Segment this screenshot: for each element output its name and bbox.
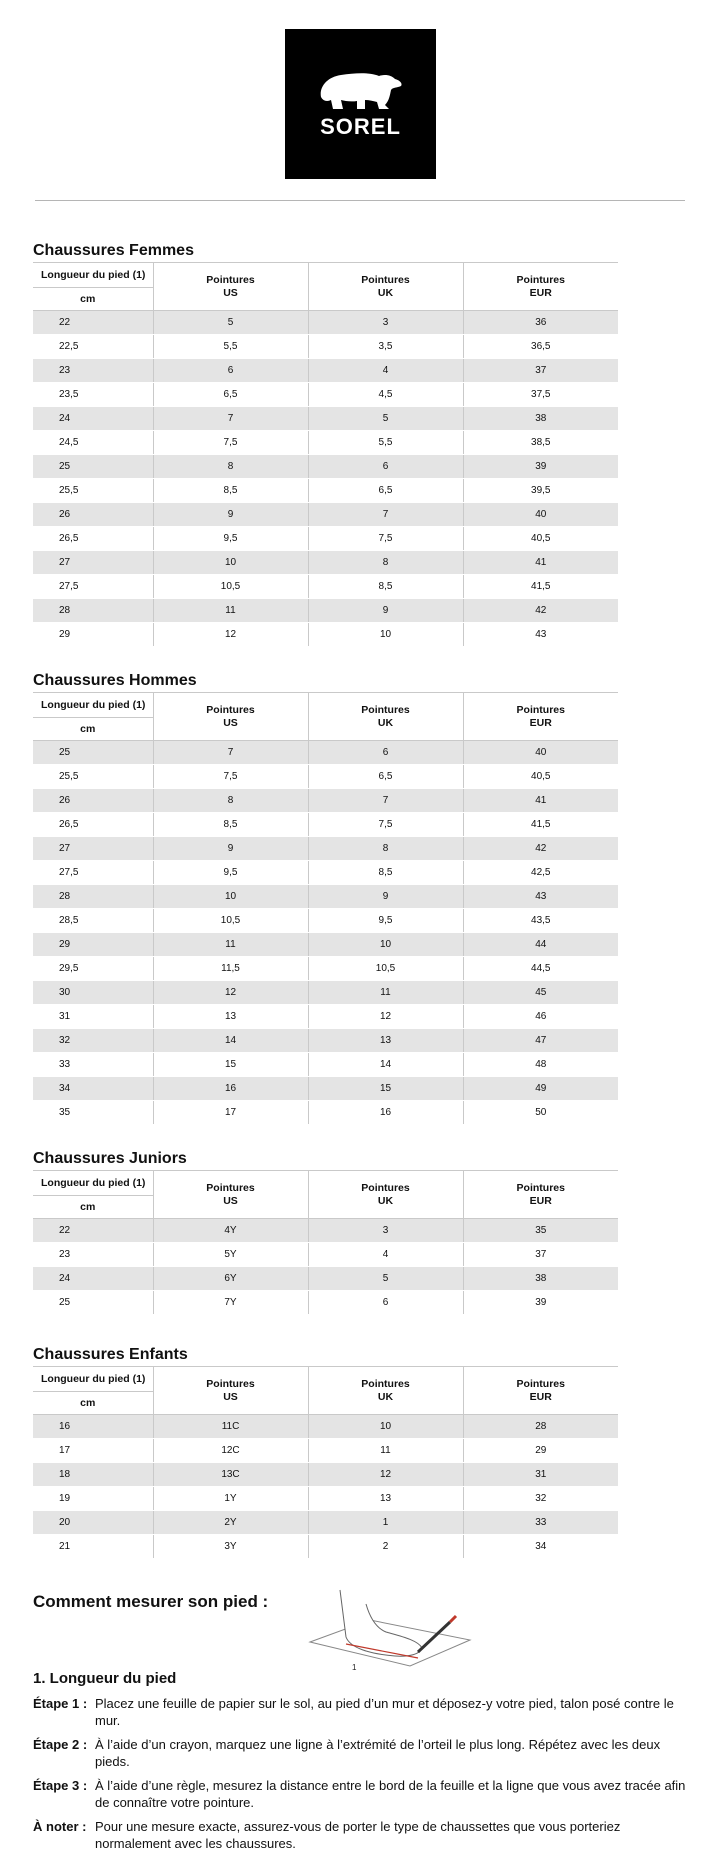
eur-size-cell: 43,5 — [463, 909, 618, 933]
length-cell: 31 — [33, 1005, 153, 1029]
us-size-cell: 11,5 — [153, 957, 308, 981]
length-cell: 22,5 — [33, 335, 153, 359]
us-size-cell: 7 — [153, 741, 308, 765]
table-row — [33, 599, 618, 623]
eur-size-cell: 37,5 — [463, 383, 618, 407]
length-cell: 27,5 — [33, 575, 153, 599]
us-size-cell: 10 — [153, 885, 308, 909]
us-size-cell: 6,5 — [153, 383, 308, 407]
eur-size-cell: 41,5 — [463, 575, 618, 599]
foot-measure-illustration — [300, 1582, 480, 1672]
length-cell: 26,5 — [33, 813, 153, 837]
eur-size-cell: 45 — [463, 981, 618, 1005]
uk-header: Pointures UK — [308, 263, 463, 311]
uk-size-cell: 7 — [308, 503, 463, 527]
table-row — [33, 1029, 618, 1053]
eur-size-cell: 32 — [463, 1487, 618, 1511]
uk-size-cell: 10 — [308, 623, 463, 647]
eur-size-cell: 41,5 — [463, 813, 618, 837]
eur-size-cell: 35 — [463, 1219, 618, 1243]
table-row — [33, 1243, 618, 1267]
eur-size-cell: 40,5 — [463, 527, 618, 551]
eur-size-cell: 33 — [463, 1511, 618, 1535]
table-row — [33, 455, 618, 479]
table-row — [33, 813, 618, 837]
table-row — [33, 933, 618, 957]
table-row — [33, 1487, 618, 1511]
table-row — [33, 575, 618, 599]
us-header: Pointures US — [153, 1367, 308, 1415]
us-size-cell: 6 — [153, 359, 308, 383]
eur-size-cell: 47 — [463, 1029, 618, 1053]
eur-size-cell: 34 — [463, 1535, 618, 1559]
uk-size-cell: 16 — [308, 1101, 463, 1125]
table-row — [33, 765, 618, 789]
figure-label: 1 — [352, 1663, 357, 1672]
uk-size-cell: 12 — [308, 1005, 463, 1029]
length-header-label: Longueur du pied (1) — [33, 1171, 153, 1196]
table-row — [33, 885, 618, 909]
uk-size-cell: 3 — [308, 1219, 463, 1243]
us-size-cell: 6Y — [153, 1267, 308, 1291]
us-size-cell: 8,5 — [153, 813, 308, 837]
eur-size-cell: 44,5 — [463, 957, 618, 981]
table-row — [33, 1463, 618, 1487]
uk-size-cell: 6,5 — [308, 479, 463, 503]
length-cell: 25 — [33, 455, 153, 479]
uk-size-cell: 13 — [308, 1487, 463, 1511]
uk-size-cell: 3,5 — [308, 335, 463, 359]
eur-header: Pointures EUR — [463, 1171, 618, 1219]
table-row — [33, 1535, 618, 1559]
length-cell: 19 — [33, 1487, 153, 1511]
length-cell: 20 — [33, 1511, 153, 1535]
us-size-cell: 7 — [153, 407, 308, 431]
section-title: Chaussures Hommes — [33, 672, 197, 689]
eur-size-cell: 43 — [463, 885, 618, 909]
step-3 — [33, 1777, 693, 1811]
uk-size-cell: 6,5 — [308, 765, 463, 789]
length-cell: 26 — [33, 503, 153, 527]
table-row — [33, 407, 618, 431]
table-row — [33, 359, 618, 383]
length-cell: 29 — [33, 933, 153, 957]
us-size-cell: 13 — [153, 1005, 308, 1029]
eur-size-cell: 46 — [463, 1005, 618, 1029]
us-size-cell: 7Y — [153, 1291, 308, 1315]
note-text: Pour une mesure exacte, assurez-vous de porter le type de chaussettes que vous porteriez normalement avec les chaussures. — [95, 1819, 621, 1851]
kids-size-section — [33, 1344, 618, 1559]
length-cell: 24,5 — [33, 431, 153, 455]
length-cell: 24 — [33, 1267, 153, 1291]
us-size-cell: 10 — [153, 551, 308, 575]
us-size-cell: 5,5 — [153, 335, 308, 359]
uk-header: Pointures UK — [308, 693, 463, 741]
section-title: Chaussures Enfants — [33, 1346, 188, 1363]
table-row — [33, 335, 618, 359]
uk-size-cell: 4 — [308, 1243, 463, 1267]
eur-size-cell: 42 — [463, 599, 618, 623]
eur-size-cell: 38,5 — [463, 431, 618, 455]
uk-size-cell: 11 — [308, 981, 463, 1005]
eur-size-cell: 38 — [463, 407, 618, 431]
us-size-cell: 14 — [153, 1029, 308, 1053]
length-cell: 18 — [33, 1463, 153, 1487]
us-size-cell: 10,5 — [153, 909, 308, 933]
us-size-cell: 11 — [153, 599, 308, 623]
uk-header: Pointures UK — [308, 1171, 463, 1219]
note — [33, 1818, 693, 1852]
eur-size-cell: 39 — [463, 1291, 618, 1315]
step-text: À l’aide d’une règle, mesurez la distance entre le bord de la feuille et la ligne que vous avez tracée afin de connaître votre pointure. — [95, 1778, 686, 1810]
length-header — [33, 693, 153, 741]
length-cell: 16 — [33, 1415, 153, 1439]
step-1 — [33, 1695, 693, 1729]
us-size-cell: 11C — [153, 1415, 308, 1439]
table-row — [33, 431, 618, 455]
uk-size-cell: 15 — [308, 1077, 463, 1101]
sorel-logo — [285, 29, 436, 179]
kids-size-table — [33, 1366, 618, 1559]
length-cell: 21 — [33, 1535, 153, 1559]
table-row — [33, 1219, 618, 1243]
uk-size-cell: 7,5 — [308, 527, 463, 551]
us-size-cell: 16 — [153, 1077, 308, 1101]
table-row — [33, 1053, 618, 1077]
length-cell: 34 — [33, 1077, 153, 1101]
eur-size-cell: 37 — [463, 359, 618, 383]
eur-header: Pointures EUR — [463, 263, 618, 311]
uk-size-cell: 10,5 — [308, 957, 463, 981]
uk-size-cell: 9,5 — [308, 909, 463, 933]
table-row — [33, 1291, 618, 1315]
uk-size-cell: 6 — [308, 455, 463, 479]
uk-size-cell: 7 — [308, 789, 463, 813]
length-header-label: Longueur du pied (1) — [33, 1367, 153, 1392]
length-cell: 27 — [33, 551, 153, 575]
length-cell: 26,5 — [33, 527, 153, 551]
us-header: Pointures US — [153, 693, 308, 741]
eur-size-cell: 43 — [463, 623, 618, 647]
eur-size-cell: 40 — [463, 503, 618, 527]
length-cell: 33 — [33, 1053, 153, 1077]
length-cell: 22 — [33, 1219, 153, 1243]
table-row — [33, 741, 618, 765]
us-size-cell: 12C — [153, 1439, 308, 1463]
eur-size-cell: 41 — [463, 789, 618, 813]
us-size-cell: 13C — [153, 1463, 308, 1487]
eur-size-cell: 39,5 — [463, 479, 618, 503]
eur-size-cell: 31 — [463, 1463, 618, 1487]
us-header: Pointures US — [153, 263, 308, 311]
uk-header: Pointures UK — [308, 1367, 463, 1415]
step-label: Étape 2 : — [33, 1737, 88, 1752]
table-row — [33, 503, 618, 527]
length-cell: 23,5 — [33, 383, 153, 407]
us-size-cell: 2Y — [153, 1511, 308, 1535]
table-row — [33, 1077, 618, 1101]
table-row — [33, 479, 618, 503]
length-cell: 27,5 — [33, 861, 153, 885]
us-size-cell: 5Y — [153, 1243, 308, 1267]
table-row — [33, 861, 618, 885]
step-text: Placez une feuille de papier sur le sol, au pied d’un mur et déposez-y votre pied, talon posé contre le mur. — [95, 1696, 674, 1728]
length-cell: 26 — [33, 789, 153, 813]
table-row — [33, 527, 618, 551]
table-row — [33, 383, 618, 407]
us-size-cell: 4Y — [153, 1219, 308, 1243]
table-row — [33, 837, 618, 861]
eur-size-cell: 40,5 — [463, 765, 618, 789]
uk-size-cell: 9 — [308, 885, 463, 909]
uk-size-cell: 6 — [308, 1291, 463, 1315]
length-header-label: Longueur du pied (1) — [33, 263, 153, 288]
table-row — [33, 981, 618, 1005]
table-row — [33, 789, 618, 813]
us-size-cell: 10,5 — [153, 575, 308, 599]
table-row — [33, 1005, 618, 1029]
us-size-cell: 9,5 — [153, 527, 308, 551]
length-cell: 25 — [33, 1291, 153, 1315]
length-cell: 28 — [33, 599, 153, 623]
eur-size-cell: 42 — [463, 837, 618, 861]
length-subtitle: 1. Longueur du pied — [33, 1670, 177, 1687]
juniors-size-section — [33, 1148, 618, 1315]
uk-size-cell: 13 — [308, 1029, 463, 1053]
us-size-cell: 9,5 — [153, 861, 308, 885]
eur-size-cell: 36 — [463, 311, 618, 335]
us-size-cell: 12 — [153, 981, 308, 1005]
us-size-cell: 7,5 — [153, 765, 308, 789]
table-row — [33, 1439, 618, 1463]
length-cell: 23 — [33, 1243, 153, 1267]
uk-size-cell: 5 — [308, 407, 463, 431]
uk-size-cell: 1 — [308, 1511, 463, 1535]
uk-size-cell: 6 — [308, 741, 463, 765]
eur-size-cell: 49 — [463, 1077, 618, 1101]
us-size-cell: 8,5 — [153, 479, 308, 503]
polar-bear-icon — [315, 67, 407, 113]
step-label: Étape 1 : — [33, 1696, 88, 1711]
eur-size-cell: 42,5 — [463, 861, 618, 885]
juniors-size-table — [33, 1170, 618, 1315]
us-size-cell: 11 — [153, 933, 308, 957]
women-size-table — [33, 262, 618, 647]
length-header — [33, 263, 153, 311]
step-2 — [33, 1736, 693, 1770]
eur-header: Pointures EUR — [463, 693, 618, 741]
us-size-cell: 15 — [153, 1053, 308, 1077]
uk-size-cell: 8,5 — [308, 575, 463, 599]
measure-guide-title: Comment mesurer son pied : — [33, 1592, 269, 1611]
uk-size-cell: 2 — [308, 1535, 463, 1559]
us-size-cell: 7,5 — [153, 431, 308, 455]
eur-size-cell: 41 — [463, 551, 618, 575]
us-size-cell: 12 — [153, 623, 308, 647]
eur-size-cell: 39 — [463, 455, 618, 479]
table-row — [33, 957, 618, 981]
uk-size-cell: 8,5 — [308, 861, 463, 885]
uk-size-cell: 12 — [308, 1463, 463, 1487]
length-cell: 35 — [33, 1101, 153, 1125]
length-cell: 22 — [33, 311, 153, 335]
section-title: Chaussures Femmes — [33, 242, 194, 259]
uk-size-cell: 5,5 — [308, 431, 463, 455]
eur-size-cell: 50 — [463, 1101, 618, 1125]
table-row — [33, 1415, 618, 1439]
women-size-section — [33, 240, 618, 647]
men-size-table — [33, 692, 618, 1125]
brand-wordmark: SOREL — [320, 114, 401, 139]
eur-size-cell: 38 — [463, 1267, 618, 1291]
eur-size-cell: 44 — [463, 933, 618, 957]
us-size-cell: 8 — [153, 789, 308, 813]
uk-size-cell: 8 — [308, 551, 463, 575]
us-header: Pointures US — [153, 1171, 308, 1219]
length-unit-label: cm — [80, 293, 96, 305]
us-size-cell: 9 — [153, 837, 308, 861]
length-cell: 17 — [33, 1439, 153, 1463]
table-row — [33, 1511, 618, 1535]
length-cell: 23 — [33, 359, 153, 383]
table-row — [33, 1101, 618, 1125]
length-unit-label: cm — [80, 1397, 96, 1409]
length-cell: 28,5 — [33, 909, 153, 933]
eur-size-cell: 36,5 — [463, 335, 618, 359]
uk-size-cell: 11 — [308, 1439, 463, 1463]
length-cell: 25,5 — [33, 479, 153, 503]
table-row — [33, 551, 618, 575]
length-cell: 25 — [33, 741, 153, 765]
us-size-cell: 8 — [153, 455, 308, 479]
us-size-cell: 9 — [153, 503, 308, 527]
table-row — [33, 623, 618, 647]
men-size-section — [33, 670, 618, 1125]
eur-size-cell: 29 — [463, 1439, 618, 1463]
eur-size-cell: 28 — [463, 1415, 618, 1439]
table-row — [33, 909, 618, 933]
length-cell: 32 — [33, 1029, 153, 1053]
step-text: À l’aide d’un crayon, marquez une ligne à l’extrémité de l’orteil le plus long. Répétez avec les deux pieds. — [95, 1737, 661, 1769]
eur-header: Pointures EUR — [463, 1367, 618, 1415]
table-row — [33, 1267, 618, 1291]
length-cell: 24 — [33, 407, 153, 431]
length-header — [33, 1171, 153, 1219]
header-divider — [35, 200, 685, 201]
eur-size-cell: 37 — [463, 1243, 618, 1267]
length-cell: 27 — [33, 837, 153, 861]
note-label: À noter : — [33, 1819, 87, 1834]
length-header-label: Longueur du pied (1) — [33, 693, 153, 718]
eur-size-cell: 40 — [463, 741, 618, 765]
us-size-cell: 5 — [153, 311, 308, 335]
uk-size-cell: 4,5 — [308, 383, 463, 407]
uk-size-cell: 14 — [308, 1053, 463, 1077]
section-title: Chaussures Juniors — [33, 1150, 187, 1167]
uk-size-cell: 4 — [308, 359, 463, 383]
uk-size-cell: 7,5 — [308, 813, 463, 837]
length-cell: 29 — [33, 623, 153, 647]
us-size-cell: 1Y — [153, 1487, 308, 1511]
length-unit-label: cm — [80, 1201, 96, 1213]
uk-size-cell: 5 — [308, 1267, 463, 1291]
uk-size-cell: 9 — [308, 599, 463, 623]
uk-size-cell: 10 — [308, 1415, 463, 1439]
step-label: Étape 3 : — [33, 1778, 88, 1793]
length-header — [33, 1367, 153, 1415]
us-size-cell: 17 — [153, 1101, 308, 1125]
length-cell: 30 — [33, 981, 153, 1005]
length-cell: 25,5 — [33, 765, 153, 789]
us-size-cell: 3Y — [153, 1535, 308, 1559]
length-cell: 28 — [33, 885, 153, 909]
eur-size-cell: 48 — [463, 1053, 618, 1077]
length-unit-label: cm — [80, 723, 96, 735]
uk-size-cell: 8 — [308, 837, 463, 861]
uk-size-cell: 10 — [308, 933, 463, 957]
table-row — [33, 311, 618, 335]
length-cell: 29,5 — [33, 957, 153, 981]
uk-size-cell: 3 — [308, 311, 463, 335]
